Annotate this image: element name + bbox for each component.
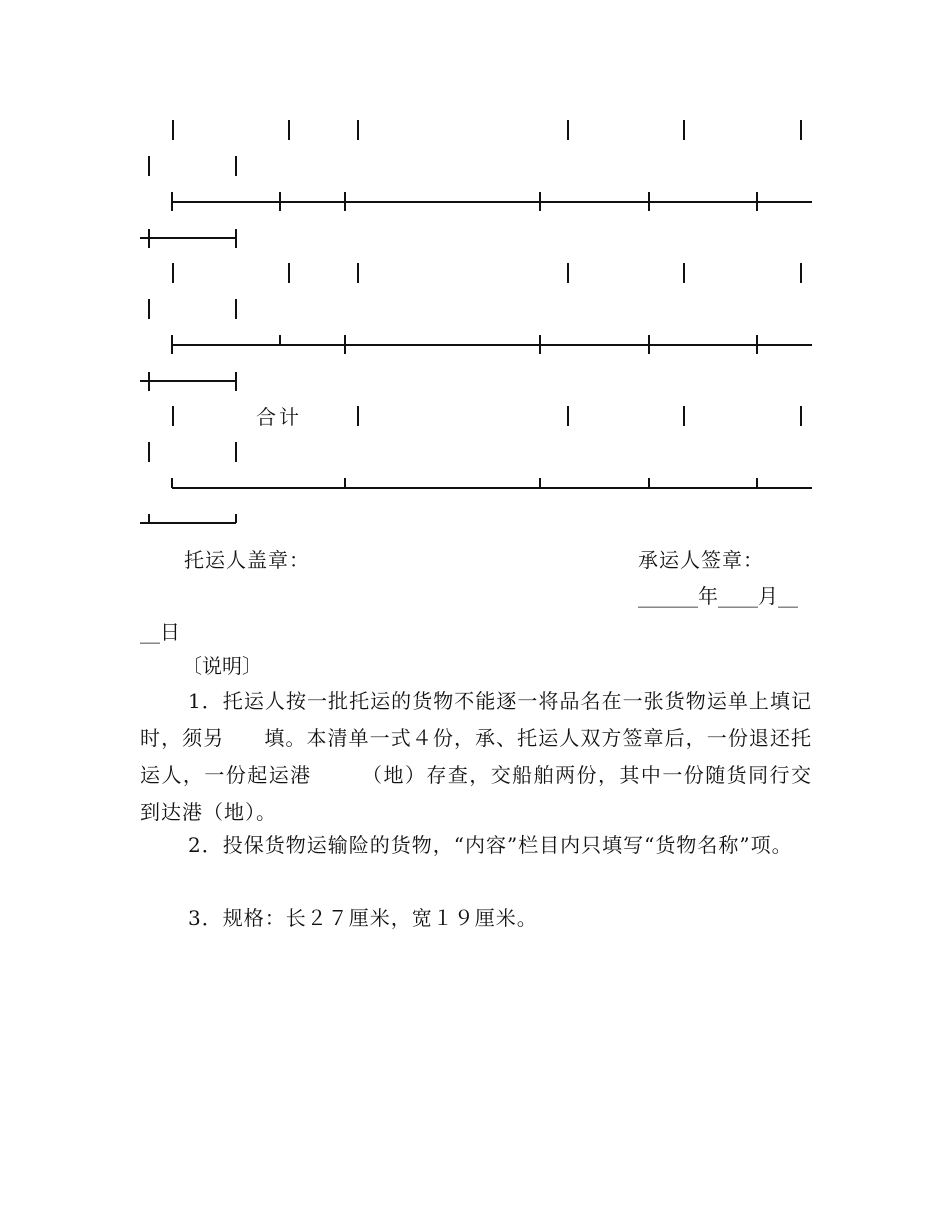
table-row [149, 120, 801, 176]
note-item-1-text-a: 1．托运人按一批托运的货物不能逐一将品名在一张货物运单上填记时，须另 [140, 689, 812, 750]
table-separator [140, 192, 812, 248]
note-item-1-text-b: 填。本清单一式４份，承、托运人双方签章后，一份退还托运人，一份起运港 [140, 726, 813, 787]
note-item-1 [140, 683, 812, 831]
total-label: 合计 [256, 405, 302, 429]
carrier-seal-label: 承运人签章： [638, 548, 764, 572]
date-line-end: __日 [140, 620, 180, 644]
table-separator [140, 335, 812, 391]
shipper-seal-label: 托运人盖章： [184, 548, 310, 572]
note-item-2: 2．投保货物运输险的货物，“内容”栏目内只填写“货物名称”项。 [188, 833, 793, 857]
note-item-1-text-c: （地）存查，交船舶两份，其中一份随货同行交到达港（地）。 [140, 763, 813, 824]
note-item-3: 3．规格：长２７厘米，宽１９厘米。 [188, 906, 538, 930]
table-row [149, 263, 801, 319]
notes-heading: 〔说明〕 [182, 654, 262, 678]
table-row-total [149, 406, 801, 462]
date-line: ______年____月__ [638, 584, 798, 608]
table-bottom-border [140, 478, 812, 523]
